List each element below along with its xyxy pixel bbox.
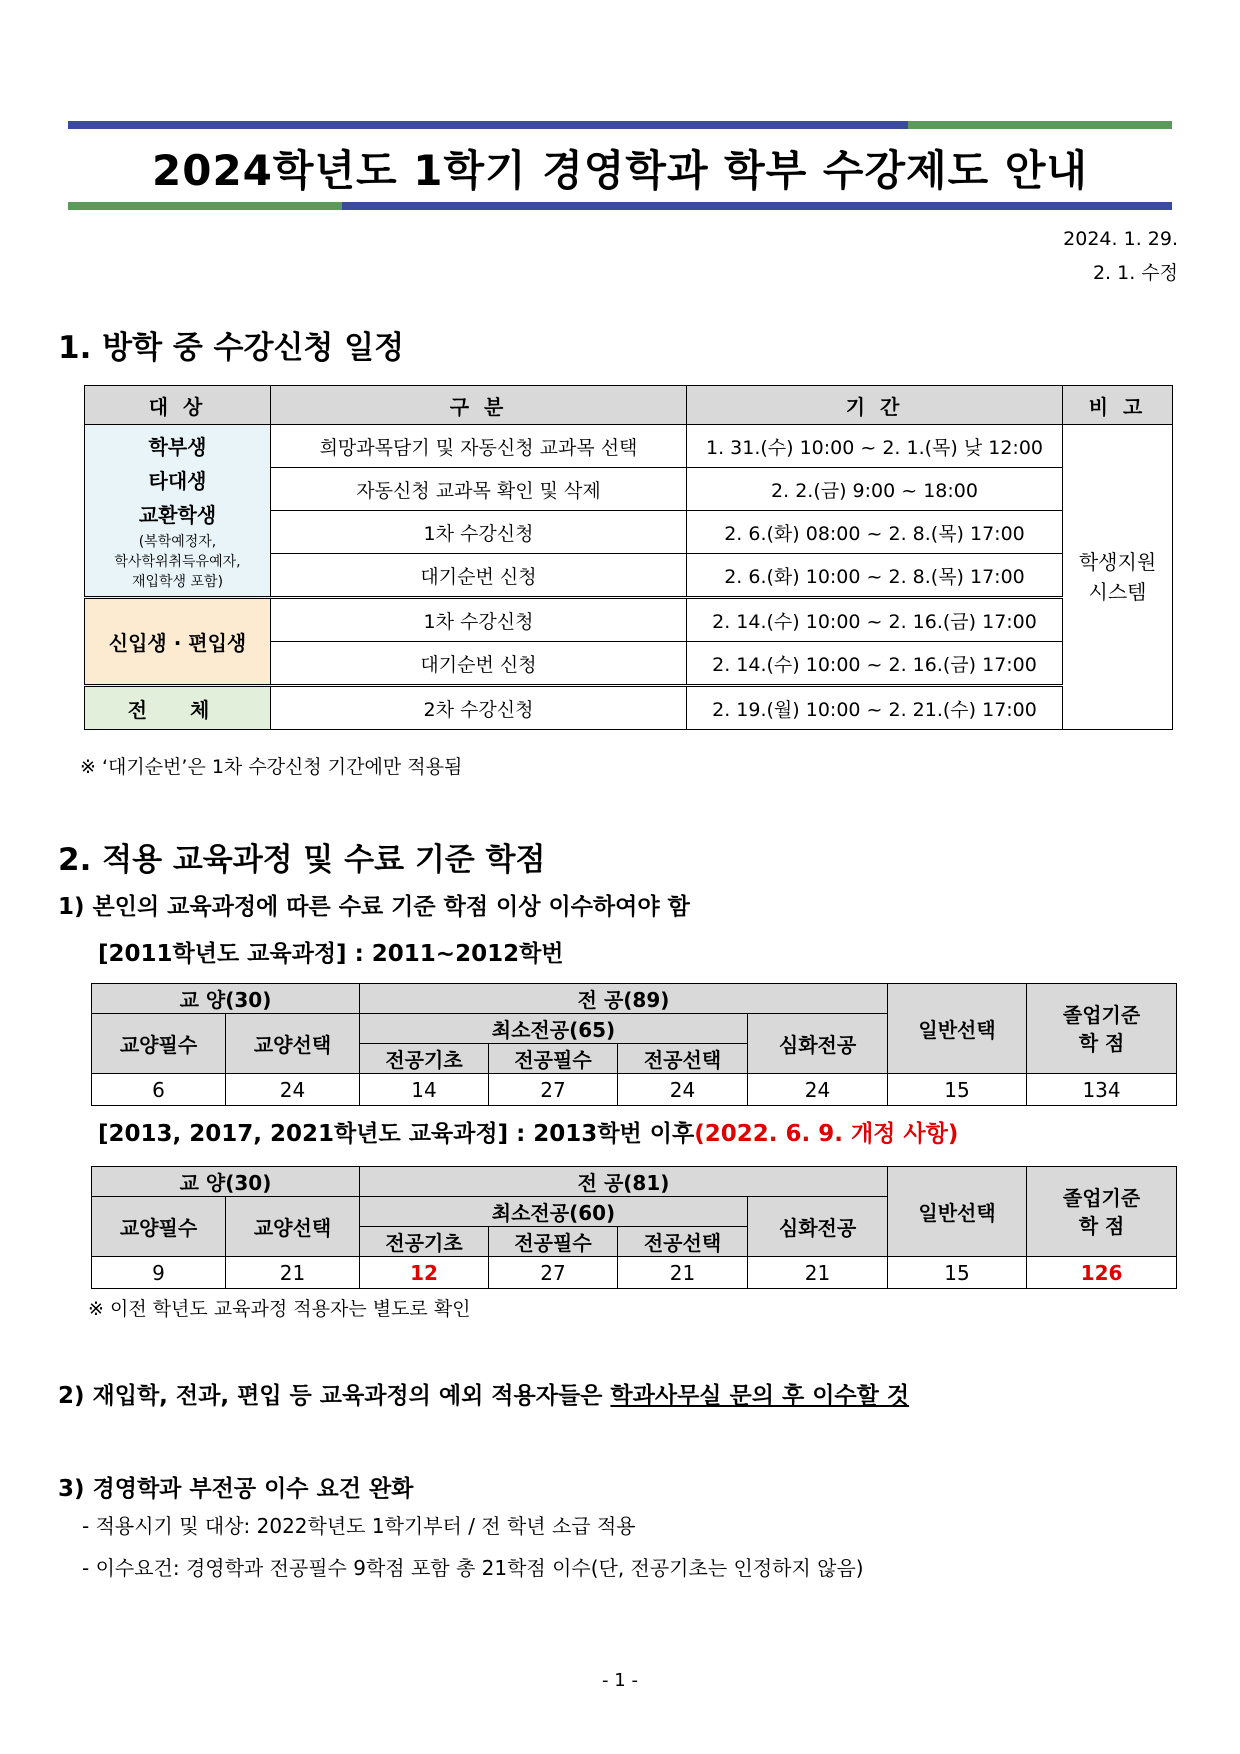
section2-note: ※ 이전 학년도 교육과정 적용자는 별도로 확인 [88, 1298, 471, 1320]
document-revised: 2. 1. 수정 [1092, 262, 1178, 284]
value-cell: 134 [1027, 1074, 1177, 1106]
row-type: 희망과목담기 및 자동신청 교과목 선택 [271, 425, 687, 468]
grad-credits-header: 졸업기준 학 점 [1027, 1167, 1177, 1257]
gen-elective-header: 교양선택 [226, 1014, 360, 1074]
page-number: - 1 - [602, 1670, 638, 1691]
major-required-header: 전공필수 [489, 1044, 618, 1074]
grad-credits-header: 졸업기준 학 점 [1027, 984, 1177, 1074]
row-type: 자동신청 교과목 확인 및 삭제 [271, 468, 687, 511]
section2-sub1: 1) 본인의 교육과정에 따른 수료 기준 학점 이상 이수하여야 함 [58, 894, 690, 920]
major-header: 전 공(89) [360, 984, 888, 1014]
header-period: 기 간 [687, 386, 1063, 425]
section2-sub2: 2) 재입학, 전과, 편입 등 교육과정의 예외 적용자들은 학과사무실 문의 후 이수할 것 [58, 1383, 910, 1409]
value-cell: 15 [888, 1074, 1027, 1106]
value-cell: 27 [489, 1074, 618, 1106]
value-cell: 21 [618, 1257, 748, 1289]
free-elective-header: 일반선택 [888, 984, 1027, 1074]
major-elective-header: 전공선택 [618, 1227, 748, 1257]
document-date: 2024. 1. 29. [1063, 228, 1178, 250]
free-elective-header: 일반선택 [888, 1167, 1027, 1257]
adv-major-header: 심화전공 [748, 1197, 888, 1257]
row-period: 2. 6.(화) 08:00 ~ 2. 8.(목) 17:00 [687, 511, 1063, 554]
curr2-label: [2013, 2017, 2021학년도 교육과정] : 2013학번 이후(2022. 6. 9. 개정 사항) [98, 1121, 959, 1147]
document-title: 2024학년도 1학기 경영학과 학부 수강제도 안내 [152, 146, 1088, 195]
value-cell: 21 [748, 1257, 888, 1289]
value-cell: 24 [618, 1074, 748, 1106]
row-period: 2. 19.(월) 10:00 ~ 2. 21.(수) 17:00 [687, 686, 1063, 730]
value-cell-changed: 12 [360, 1257, 489, 1289]
row-period: 1. 31.(수) 10:00 ~ 2. 1.(목) 낮 12:00 [687, 425, 1063, 468]
curr2-revision: (2022. 6. 9. 개정 사항) [694, 1121, 959, 1147]
row-period: 2. 14.(수) 10:00 ~ 2. 16.(금) 17:00 [687, 642, 1063, 686]
header-remark: 비 고 [1063, 386, 1173, 425]
row-type: 1차 수강신청 [271, 511, 687, 554]
group-freshman-transfer: 신입생 · 편입생 [85, 598, 271, 686]
row-type: 대기순번 신청 [271, 642, 687, 686]
gen-elective-header: 교양선택 [226, 1197, 360, 1257]
sub3-item2: - 이수요건: 경영학과 전공필수 9학점 포함 총 21학점 이수(단, 전공기초는 인정하지 않음) [82, 1556, 864, 1580]
major-required-header: 전공필수 [489, 1227, 618, 1257]
row-period: 2. 6.(화) 10:00 ~ 2. 8.(목) 17:00 [687, 554, 1063, 598]
value-cell: 14 [360, 1074, 489, 1106]
group-undergrad: 학부생 타대생 교환학생 (복학예정자, 학사학위취득유예자, 재입학생 포함) [85, 425, 271, 598]
title-bar-top-navy [68, 121, 908, 129]
min-major-header: 최소전공(65) [360, 1014, 748, 1044]
row-type: 대기순번 신청 [271, 554, 687, 598]
section2-sub3: 3) 경영학과 부전공 이수 요건 완화 [58, 1476, 414, 1502]
schedule-table [84, 385, 1173, 730]
gen-header: 교 양(30) [92, 984, 360, 1014]
value-cell-changed: 126 [1027, 1257, 1177, 1289]
section1-heading: 1. 방학 중 수강신청 일정 [58, 330, 405, 366]
major-elective-header: 전공선택 [618, 1044, 748, 1074]
gen-required-header: 교양필수 [92, 1014, 226, 1074]
value-cell: 24 [748, 1074, 888, 1106]
major-basic-header: 전공기초 [360, 1227, 489, 1257]
header-type: 구 분 [271, 386, 687, 425]
curriculum-2013-table [91, 1166, 1177, 1289]
row-period: 2. 14.(수) 10:00 ~ 2. 16.(금) 17:00 [687, 598, 1063, 642]
row-type: 1차 수강신청 [271, 598, 687, 642]
value-cell: 15 [888, 1257, 1027, 1289]
adv-major-header: 심화전공 [748, 1014, 888, 1074]
remark-cell: 학생지원 시스템 [1063, 425, 1173, 730]
curr1-label: [2011학년도 교육과정] : 2011~2012학번 [98, 941, 564, 967]
value-cell: 27 [489, 1257, 618, 1289]
title-bar-bottom-green [68, 202, 342, 210]
title-bar-bottom-navy [342, 202, 1172, 210]
sub2-emphasis: 학과사무실 문의 후 이수할 것 [610, 1383, 910, 1409]
value-cell: 21 [226, 1257, 360, 1289]
value-cell: 6 [92, 1074, 226, 1106]
title-bar-top-green [908, 121, 1172, 129]
row-type: 2차 수강신청 [271, 686, 687, 730]
header-target: 대 상 [85, 386, 271, 425]
value-cell: 24 [226, 1074, 360, 1106]
sub3-item1: - 적용시기 및 대상: 2022학년도 1학기부터 / 전 학년 소급 적용 [82, 1514, 636, 1538]
major-basic-header: 전공기초 [360, 1044, 489, 1074]
value-cell: 9 [92, 1257, 226, 1289]
curriculum-2011-table [91, 983, 1177, 1106]
major-header: 전 공(81) [360, 1167, 888, 1197]
gen-header: 교 양(30) [92, 1167, 360, 1197]
group-all: 전 체 [85, 686, 271, 730]
gen-required-header: 교양필수 [92, 1197, 226, 1257]
section2-heading: 2. 적용 교육과정 및 수료 기준 학점 [58, 842, 546, 878]
row-period: 2. 2.(금) 9:00 ~ 18:00 [687, 468, 1063, 511]
section1-note: ※ ‘대기순번’은 1차 수강신청 기간에만 적용됨 [80, 756, 463, 778]
min-major-header: 최소전공(60) [360, 1197, 748, 1227]
